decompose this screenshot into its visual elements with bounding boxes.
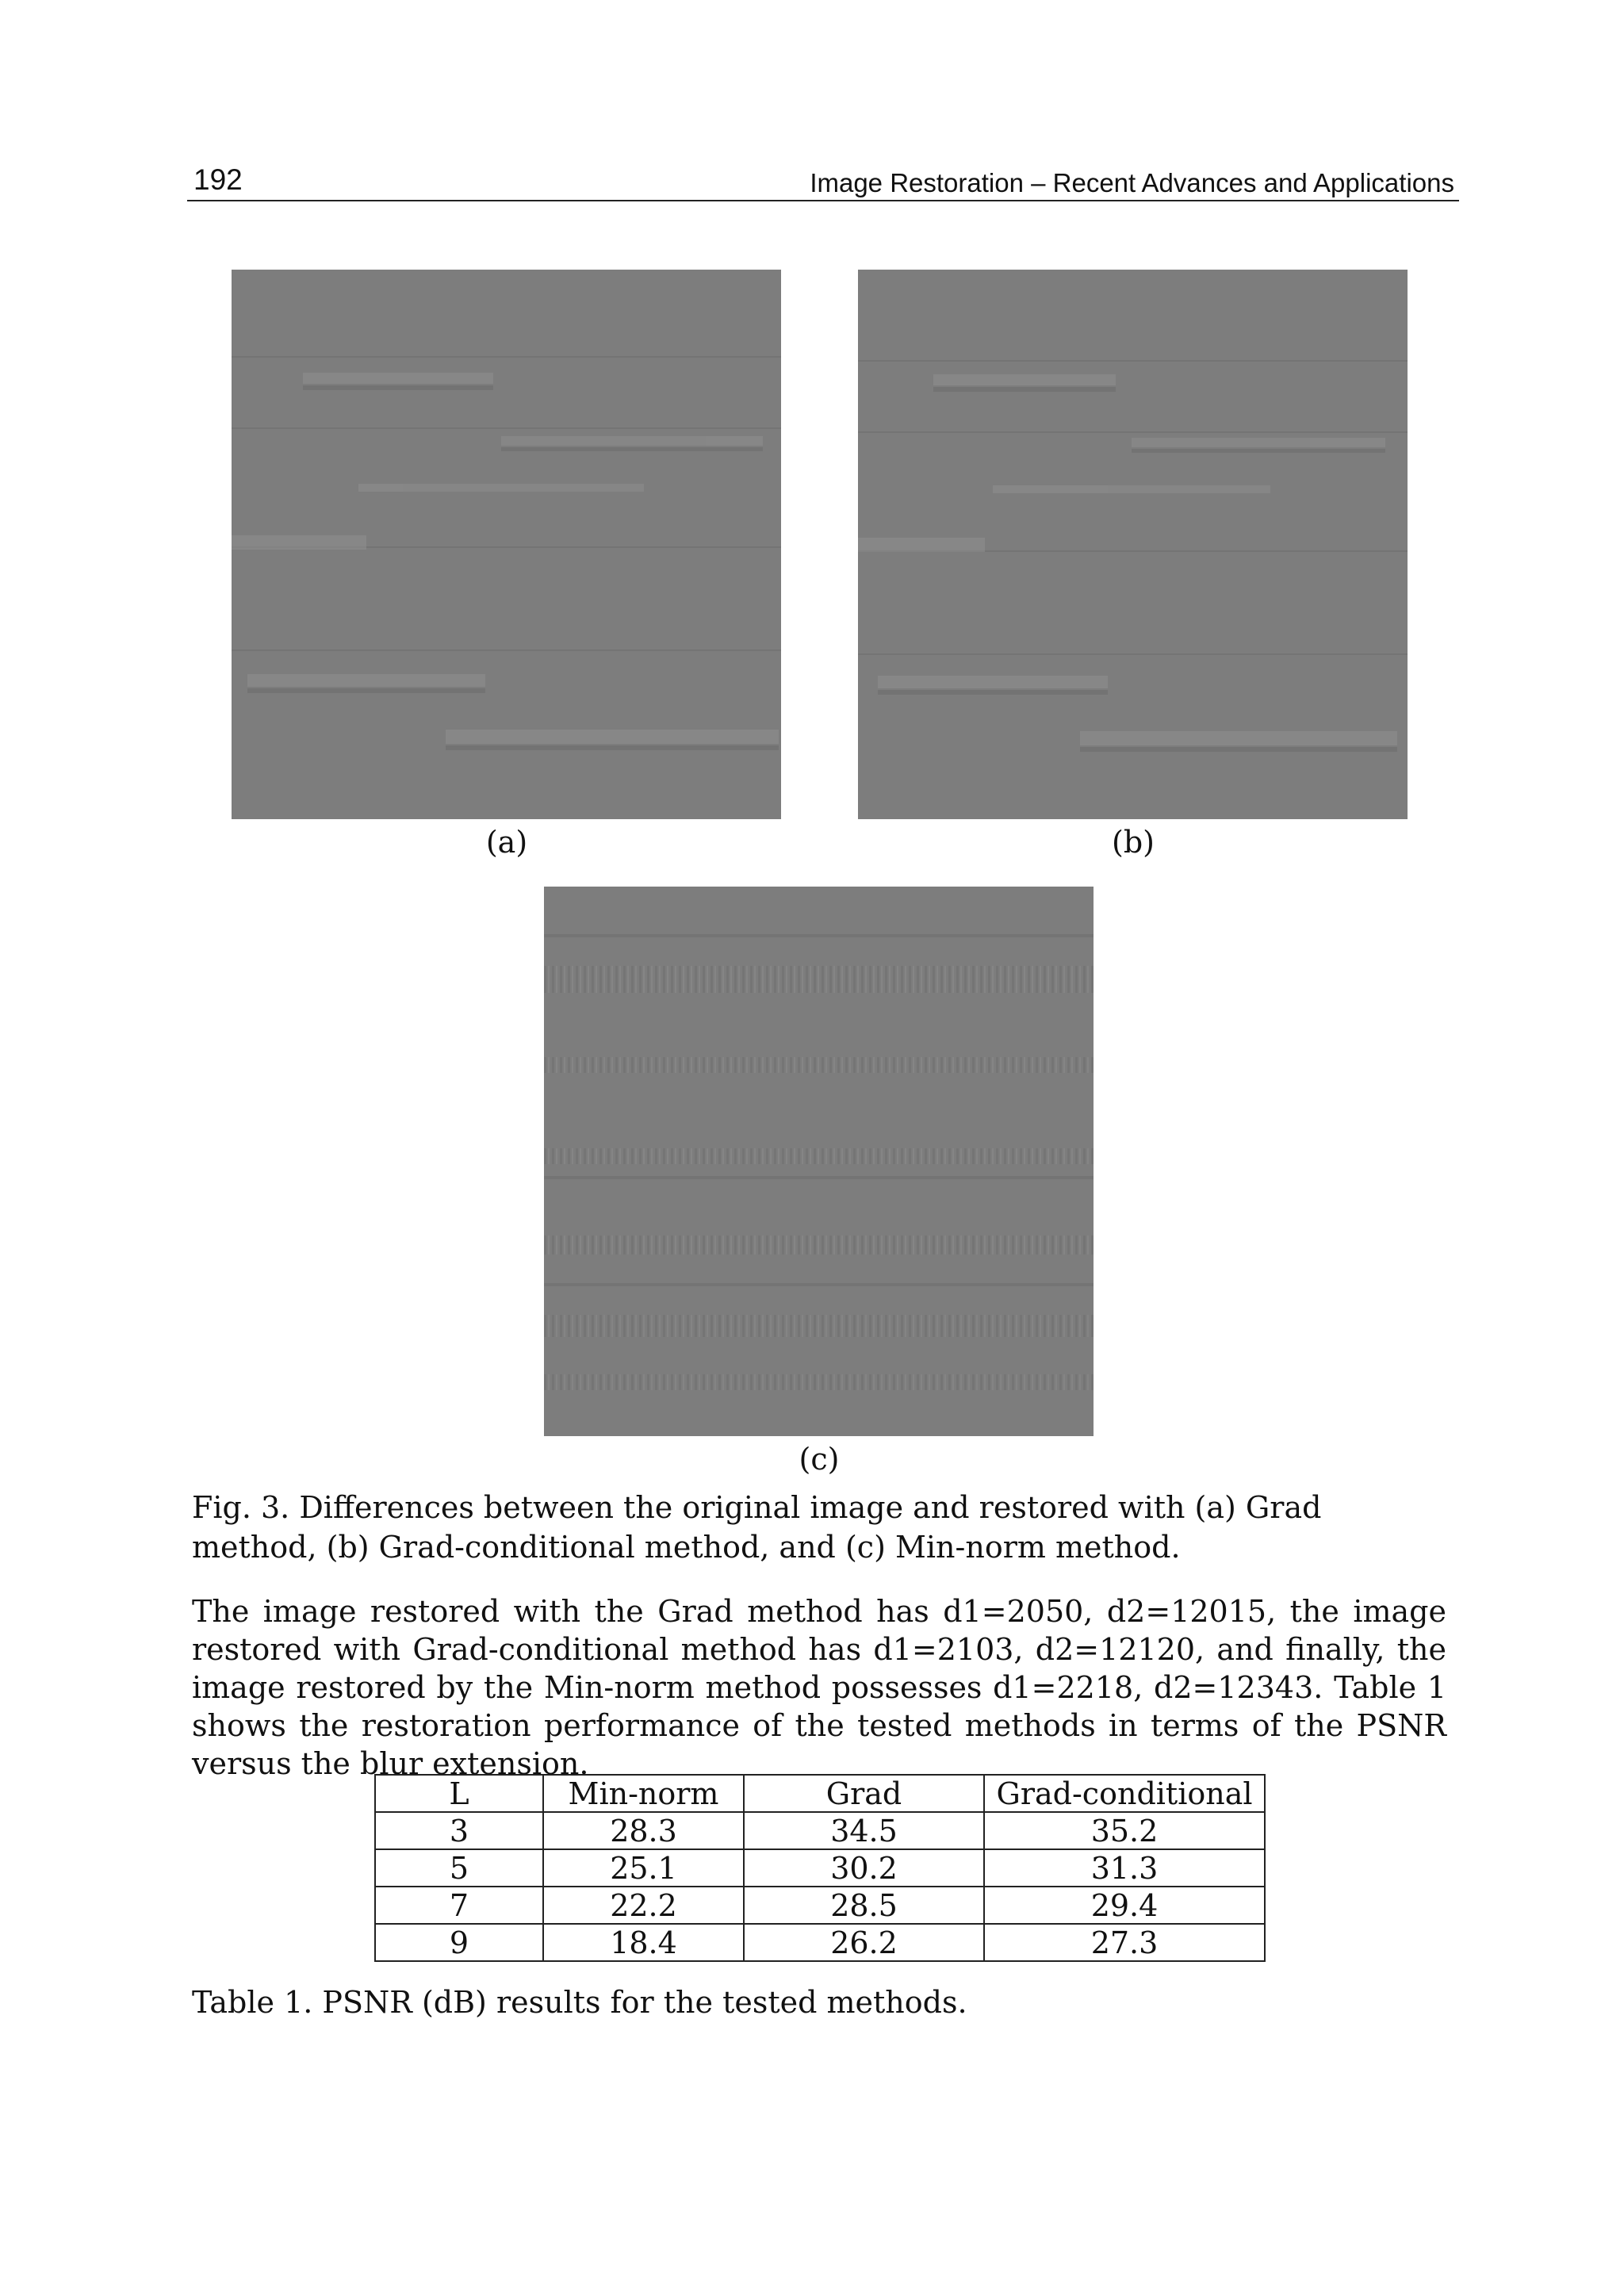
table-cell: 35.2 bbox=[984, 1812, 1265, 1849]
table-cell: 30.2 bbox=[744, 1849, 984, 1887]
table-row bbox=[375, 1924, 1265, 1961]
difference-image-grad bbox=[232, 270, 781, 819]
psnr-table bbox=[374, 1774, 1266, 1962]
table-cell: 18.4 bbox=[543, 1924, 744, 1961]
table-cell: 3 bbox=[375, 1812, 543, 1849]
table-cell: 29.4 bbox=[984, 1887, 1265, 1924]
body-paragraph: The image restored with the Grad method has d1=2050, d2=12015, the image restored with Grad-conditional method has d1=2103, d2=12120, and finally, the image restored by the Min-norm method possesses d1=2218, d2=12343. Table 1 shows the restoration performance of the tested methods in terms of the PSNR versus the blur extension. bbox=[192, 1594, 1446, 1781]
table-cell: 25.1 bbox=[543, 1849, 744, 1887]
table-caption: Table 1. PSNR (dB) results for the tested methods. bbox=[192, 1985, 967, 2020]
table-cell: 31.3 bbox=[984, 1849, 1265, 1887]
figure-caption: Fig. 3. Differences between the original image and restored with (a) Grad method, (b) Grad-conditional method, and (c) Min-norm method. bbox=[192, 1490, 1322, 1565]
table-cell: 22.2 bbox=[543, 1887, 744, 1924]
table-cell: 5 bbox=[375, 1849, 543, 1887]
page-header bbox=[187, 159, 1459, 201]
table-header-cell: Grad-conditional bbox=[984, 1775, 1265, 1812]
table-cell: 26.2 bbox=[744, 1924, 984, 1961]
noise-texture-c bbox=[544, 887, 1094, 1436]
table-row bbox=[375, 1849, 1265, 1887]
table-header-row bbox=[375, 1775, 1265, 1812]
noise-texture-b bbox=[858, 270, 1408, 819]
table-cell: 9 bbox=[375, 1924, 543, 1961]
table-cell: 28.5 bbox=[744, 1887, 984, 1924]
running-title: Image Restoration – Recent Advances and Applications bbox=[810, 168, 1454, 197]
noise-texture-a bbox=[232, 270, 781, 819]
panel-label-b: (b) bbox=[1112, 825, 1155, 860]
table-row bbox=[375, 1887, 1265, 1924]
difference-image-grad-conditional bbox=[858, 270, 1408, 819]
difference-image-min-norm bbox=[544, 887, 1094, 1436]
table-cell: 27.3 bbox=[984, 1924, 1265, 1961]
table-row bbox=[375, 1812, 1265, 1849]
table-header-cell: L bbox=[375, 1775, 543, 1812]
page-number: 192 bbox=[193, 163, 243, 196]
table-header-cell: Min-norm bbox=[543, 1775, 744, 1812]
table-cell: 7 bbox=[375, 1887, 543, 1924]
table-header-cell: Grad bbox=[744, 1775, 984, 1812]
panel-label-c: (c) bbox=[799, 1442, 840, 1477]
table-cell: 28.3 bbox=[543, 1812, 744, 1849]
table-cell: 34.5 bbox=[744, 1812, 984, 1849]
panel-label-a: (a) bbox=[485, 825, 528, 860]
